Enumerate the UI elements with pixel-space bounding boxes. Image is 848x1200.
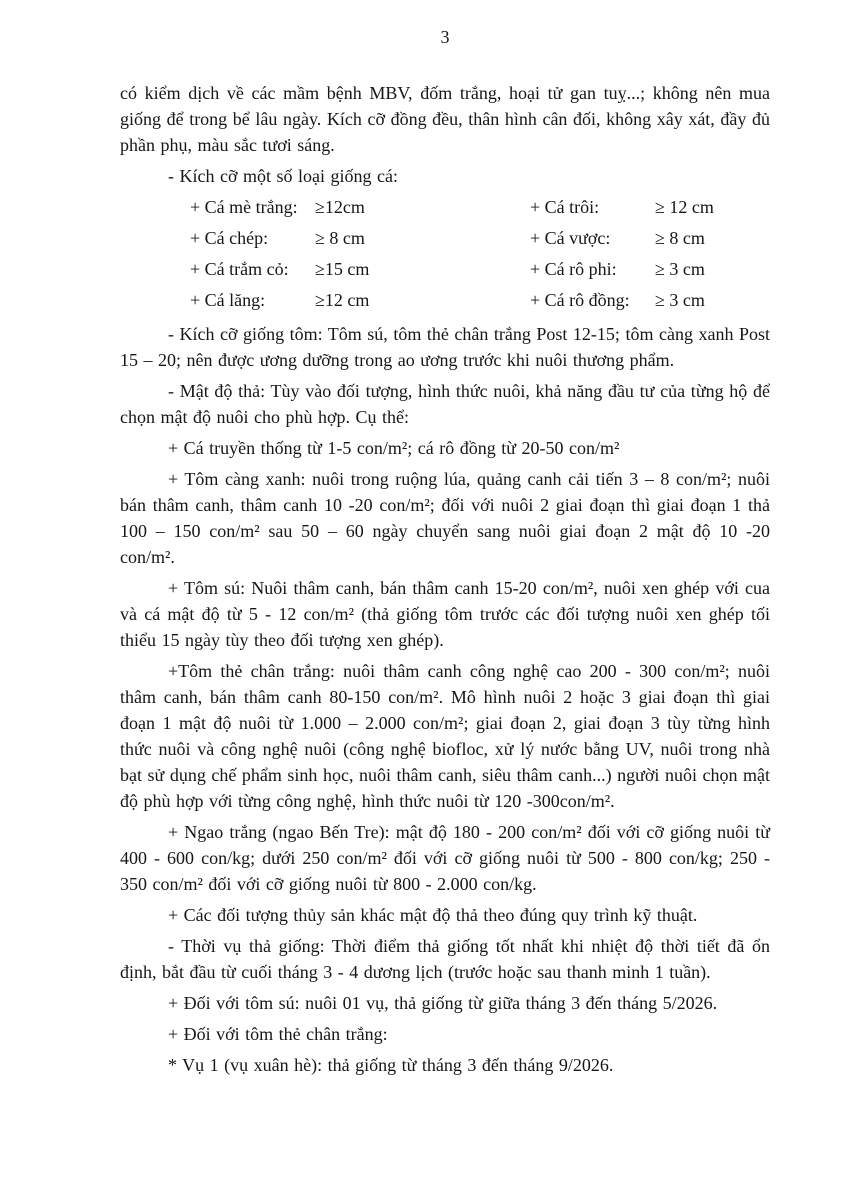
paragraph-giant-freshwater-prawn-density: + Tôm càng xanh: nuôi trong ruộng lúa, quảng canh cải tiến 3 – 8 con/m²; nuôi bán thâm canh, thâm canh 10 -20 con/m²; đối với nuôi 2 giai đoạn thì giai đoạn 1 thả 100 – 150 con/m² sau 50 – 60 ngày chuyển sang nuôi giai đoạn 2 mật độ 10 -20 con/m². <box>120 469 770 567</box>
page-content <box>120 80 770 1078</box>
paragraph-white-clam-density: + Ngao trắng (ngao Bến Tre): mật độ 180 - 200 con/m² đối với cỡ giống nuôi từ 400 - 600 con/kg; dưới 250 con/m² đối với cỡ giống nuôi từ 500 - 800 con/kg; 250 - 350 con/m² đối với cỡ giống nuôi từ 800 - 2.000 con/kg. <box>120 822 770 894</box>
fish-size-entry <box>190 225 530 251</box>
paragraph-fish-size-heading: - Kích cỡ một số loại giống cá: <box>168 166 398 186</box>
fish-size-entry <box>530 194 770 220</box>
fish-name: + Cá rô phi: <box>530 259 617 279</box>
fish-name: + Cá trắm cỏ: <box>190 259 289 279</box>
page-number: 3 <box>440 27 450 47</box>
paragraph-crop-1-schedule: * Vụ 1 (vụ xuân hè): thả giống từ tháng 3 đến tháng 9/2026. <box>168 1055 614 1075</box>
fish-size-entry <box>530 287 770 313</box>
paragraph-intro: có kiểm dịch về các mầm bệnh MBV, đốm trắng, hoại tử gan tuỵ...; không nên mua giống để trong bể lâu ngày. Kích cỡ đồng đều, thân hình cân đối, không xây xát, đầy đủ phần phụ, màu sắc tươi sáng. <box>120 83 770 155</box>
fish-size-entry <box>190 287 530 313</box>
fish-name: + Cá chép: <box>190 228 269 248</box>
paragraph-whiteleg-shrimp-density: +Tôm thẻ chân trắng: nuôi thâm canh công nghệ cao 200 - 300 con/m²; nuôi thâm canh, bán thâm canh 80-150 con/m². Mô hình nuôi 2 hoặc 3 giai đoạn thì giai đoạn 1 mật độ nuôi từ 1.000 – 2.000 con/m²; giai đoạn 2, giai đoạn 3 tùy từng hình thức nuôi và công nghệ nuôi (công nghệ biofloc, xử lý nước bằng UV, nuôi trong nhà bạt sử dụng chế phẩm sinh học, nuôi thâm canh, siêu thâm canh...) người nuôi chọn mật độ phù hợp với từng công nghệ, hình thức nuôi từ 120 -300con/m². <box>120 661 770 811</box>
fish-size-entry <box>190 256 530 282</box>
paragraph-other-species-density: + Các đối tượng thủy sản khác mật độ thả theo đúng quy trình kỹ thuật. <box>168 905 698 925</box>
paragraph-stocking-season: - Thời vụ thả giống: Thời điểm thả giống tốt nhất khi nhiệt độ thời tiết đã ổn định, bắt đầu từ cuối tháng 3 - 4 dương lịch (trước hoặc sau thanh minh 1 tuần). <box>120 936 770 982</box>
fish-name: + Cá vược: <box>530 228 611 248</box>
fish-size-value: ≥12 cm <box>315 290 370 310</box>
fish-size-value: ≥ 3 cm <box>655 259 705 279</box>
fish-size-value: ≥15 cm <box>315 259 370 279</box>
fish-name: + Cá rô đồng: <box>530 290 630 310</box>
fish-size-entry <box>530 225 770 251</box>
fish-size-table <box>190 194 770 313</box>
paragraph-black-tiger-schedule: + Đối với tôm sú: nuôi 01 vụ, thả giống từ giữa tháng 3 đến tháng 5/2026. <box>168 993 718 1013</box>
paragraph-black-tiger-shrimp-density: + Tôm sú: Nuôi thâm canh, bán thâm canh 15-20 con/m², nuôi xen ghép với cua và cá mật độ từ 5 - 12 con/m² (thả giống tôm trước các đối tượng nuôi xen ghép tối thiểu 15 ngày tùy theo đối tượng xen ghép). <box>120 578 770 650</box>
fish-size-value: ≥ 8 cm <box>315 228 365 248</box>
paragraph-traditional-fish-density: + Cá truyền thống từ 1-5 con/m²; cá rô đồng từ 20-50 con/m² <box>168 438 620 458</box>
paragraph-stocking-density: - Mật độ thả: Tùy vào đối tượng, hình thức nuôi, khả năng đầu tư của từng hộ để chọn mật độ nuôi cho phù hợp. Cụ thể: <box>120 381 770 427</box>
fish-name: + Cá trôi: <box>530 197 600 217</box>
fish-size-entry <box>190 194 530 220</box>
fish-name: + Cá mè trắng: <box>190 197 298 217</box>
fish-size-entry <box>530 256 770 282</box>
fish-size-value: ≥12cm <box>315 197 365 217</box>
fish-name: + Cá lăng: <box>190 290 266 310</box>
paragraph-shrimp-seed-size: - Kích cỡ giống tôm: Tôm sú, tôm thẻ chân trắng Post 12-15; tôm càng xanh Post 15 – 20; nên được ương dưỡng trong ao ương trước khi nuôi thương phẩm. <box>120 324 770 370</box>
fish-size-value: ≥ 3 cm <box>655 290 705 310</box>
paragraph-whiteleg-schedule-heading: + Đối với tôm thẻ chân trắng: <box>168 1024 388 1044</box>
fish-size-value: ≥ 12 cm <box>655 197 714 217</box>
fish-size-value: ≥ 8 cm <box>655 228 705 248</box>
